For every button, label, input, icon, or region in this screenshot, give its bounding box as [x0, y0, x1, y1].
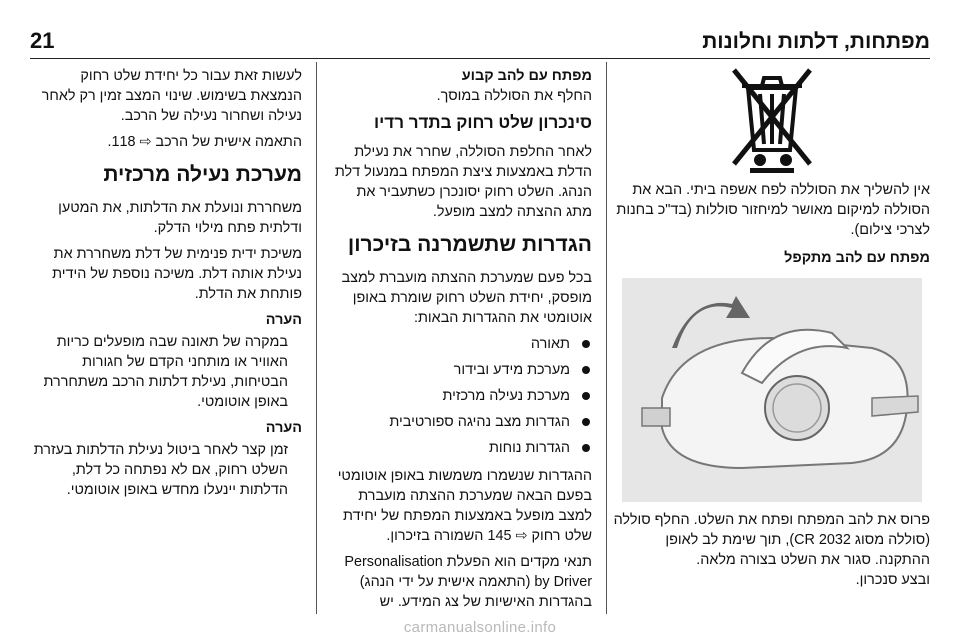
list-item: מערכת מידע ובידור — [330, 360, 592, 380]
page-number: 21 — [30, 28, 55, 53]
vehicle-personalisation-ref: התאמה אישית של הרכב ⇨ 118. — [107, 134, 302, 150]
column-middle — [330, 66, 592, 618]
prerequisite-text: תנאי מקדים הוא הפעלת Personalisation by Driver (התאמה אישית על ידי הנהג) בהגדרות האישיות של צג המידע. יש — [344, 554, 592, 610]
folding-key-heading: מפתח עם להב מתקפל — [784, 250, 930, 266]
note-text: במקרה של תאונה שבה מופעלים כריות האוויר או מותחני הקדם של חגורות הבטיחות, נעילת דלתות הרכב משתחררת באופן אוטומטי. — [43, 334, 288, 410]
personalisation-continued: לעשות זאת עבור כל יחידת שלט רחוק הנמצאת בשימוש. שינוי המצב זמין רק לאחר נעילה ושחרור נעילה של הרכב. — [41, 68, 302, 124]
note-heading: הערה — [265, 312, 302, 328]
list-item: תאורה — [330, 334, 592, 354]
column-divider-left — [316, 62, 317, 614]
list-item: הגדרות נוחות — [330, 438, 592, 458]
page-header — [30, 26, 930, 54]
sync-heading: סינכרון שלט רחוק בתדר רדיו — [374, 113, 592, 132]
crossed-bin-icon — [700, 64, 844, 174]
door-handle-text: משיכת ידית פנימית של דלת משחררת את נעילת אותה דלת. משיכה נוספת של הידית פותחת את הדלת. — [52, 246, 302, 302]
watermark: carmanualsonline.info — [403, 619, 557, 636]
column-left — [32, 66, 302, 506]
column-right-bottom — [612, 510, 930, 596]
replace-battery-caption: פרוס את להב המפתח ופתח את השלט. החלף סוללה (סוללה מסוג CR 2032), תוך שימת לב לאופן ההתקנה. סגור את השלט בצורה מלאה. — [613, 512, 930, 568]
key-battery-illustration — [622, 278, 922, 502]
list-item: מערכת נעילה מרכזית — [330, 386, 592, 406]
central-locking-heading: מערכת נעילה מרכזית — [103, 163, 302, 186]
fixed-key-text: החלף את הסוללה במוסך. — [436, 88, 592, 104]
memory-after-text: ההגדרות שנשמרו משמשות באופן אוטומטי בפעם הבאה שמערכת ההצתה מועברת למצב מופעל באמצעות המפתח של יחידת שלט רחוק ⇨ 145 השמורה בזיכרון. — [337, 468, 592, 544]
memory-heading: הגדרות שתשמרנה בזיכרון — [347, 233, 592, 256]
header-rule — [30, 58, 930, 59]
sync-text: לאחר החלפת הסוללה, שחרר את נעילת הדלת באמצעות ציצת המפתח במנעול דלת הנהג. השלט רחוק יסונכרן כשתעביר את מתג ההצתה למצב מופעל. — [334, 144, 592, 220]
note-heading: הערה — [265, 420, 302, 436]
sync-instruction: ובצע סנכרון. — [855, 572, 930, 588]
page-title: מפתחות, דלתות וחלונות — [702, 30, 930, 53]
list-item: הגדרות מצב נהיגה ספורטיבית — [330, 412, 592, 432]
column-divider-right — [606, 62, 607, 614]
disposal-text: אין להשליך את הסוללה לפח אשפה ביתי. הבא את הסוללה למיקום מאושר למיחזור סוללות (בד"כ בחנות לצרכי צילום). — [616, 182, 930, 238]
memory-settings-list — [330, 334, 592, 458]
memory-intro: בכל פעם שמערכת ההצתה מועברת למצב מופסק, יחידת השלט רחוק שומרת באופן אוטומטי את ההגדרות הבאות: — [341, 270, 592, 326]
note-text: זמן קצר לאחר ביטול נעילת הדלתות בעזרת השלט רחוק, אם לא נפתחה כל דלת, הדלתות יינעלו מחדש באופן אוטומטי. — [33, 442, 288, 498]
central-locking-text: משחררת ונועלת את הדלתות, את המטען ודלתית פתח מילוי הדלק. — [58, 200, 302, 236]
column-right-top — [612, 180, 930, 274]
fixed-key-heading: מפתח עם להב קבוע — [461, 68, 592, 84]
